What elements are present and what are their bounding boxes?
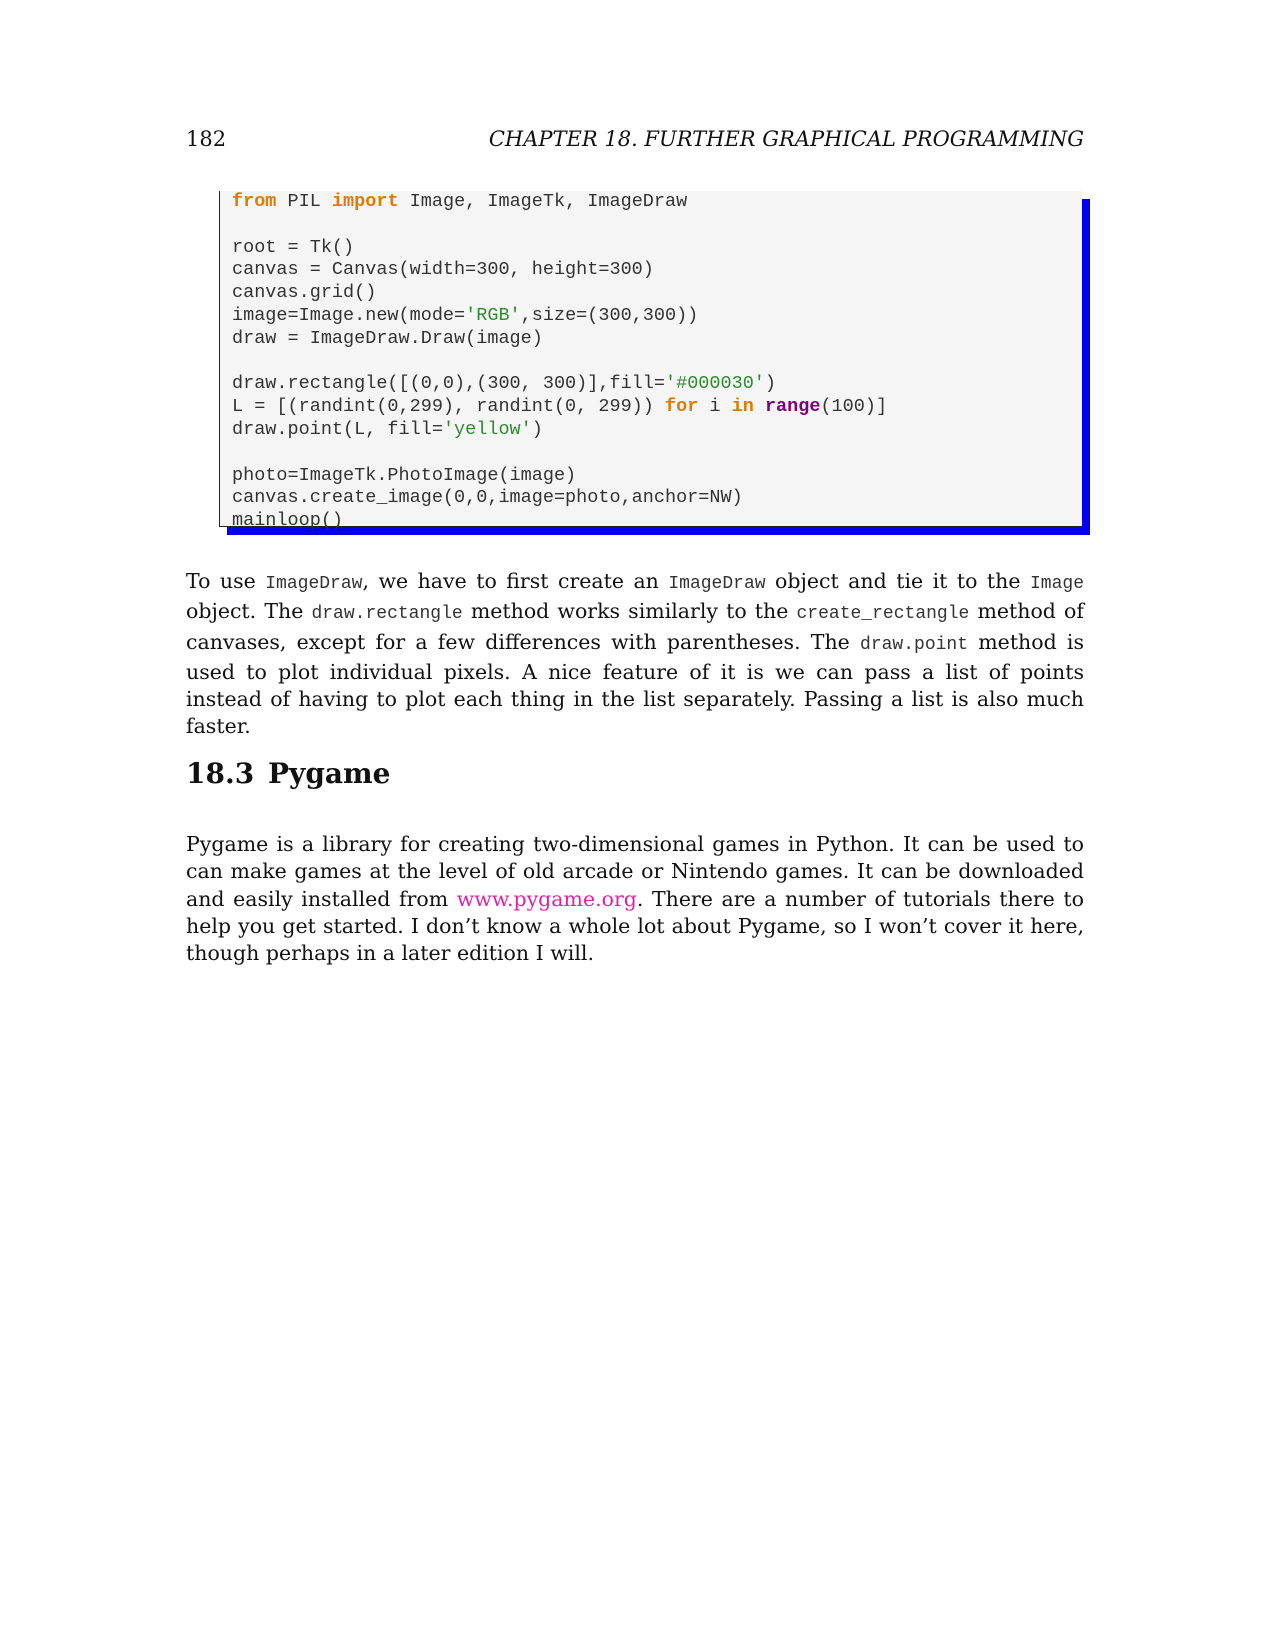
- inline-code: draw.rectangle: [311, 604, 463, 625]
- section-number: 18.3: [186, 757, 255, 790]
- code-keyword: in: [731, 396, 754, 418]
- code-fragment: ): [531, 418, 543, 440]
- code-line: canvas = Canvas(width=300, height=300): [232, 259, 654, 281]
- text: Pygame is a library for creating two-dimensional games in Python. It can be used to can make games at the level of old arcade or Nintendo games. It can be downloaded and easily installed from: [186, 832, 1084, 911]
- text: method is used to plot individual pixels. A nice feature of it is we can pass a list of points instead of having to plot each thing in the list separately. Passing a list is also much faster.: [186, 629, 1084, 739]
- code-listing: [219, 191, 1090, 535]
- text: method works similarly to the: [462, 599, 797, 624]
- running-head: CHAPTER 18. FURTHER GRAPHICAL PROGRAMMING: [488, 127, 1084, 151]
- code-line: mainloop(): [232, 510, 344, 532]
- text: To use: [186, 569, 266, 593]
- pygame-link[interactable]: www.pygame.org: [456, 886, 637, 911]
- code-fragment: ,size=(300,300)): [520, 304, 699, 326]
- code-keyword: import: [331, 191, 399, 212]
- section-title-text: Pygame: [268, 757, 391, 790]
- code-builtin: range: [764, 396, 821, 418]
- code-keyword: for: [664, 396, 699, 418]
- text: object and tie it to the: [765, 569, 1030, 593]
- code-fragment: PIL: [276, 191, 332, 212]
- text: . There are a number of tutorials there to help you get started. I don’t know a whole lot about Pygame, so I won’t cover it here, though perhaps in a later edition I will.: [186, 886, 1084, 966]
- code-fragment: image=Image.new(mode=: [232, 304, 466, 326]
- code-fragment: [754, 396, 765, 417]
- code-box: [219, 191, 1082, 532]
- code-fragment: (100)]: [820, 396, 888, 418]
- code-string: 'RGB': [465, 304, 521, 326]
- code-keyword: from: [232, 191, 277, 212]
- code-fragment: Image, ImageTk, ImageDraw: [398, 191, 688, 212]
- code-line: photo=ImageTk.PhotoImage(image): [232, 464, 577, 486]
- code-text: [232, 191, 1082, 533]
- paragraph-imagedraw: [186, 568, 1084, 741]
- code-fragment: draw.rectangle([(0,0),(300, 300)],fill=: [232, 373, 665, 395]
- code-fragment: L = [(randint(0,299), randint(0, 299)): [232, 396, 665, 418]
- text: , we have to first create an: [362, 569, 669, 593]
- text: object. The: [186, 599, 312, 624]
- code-string: 'yellow': [442, 418, 532, 440]
- inline-code: Image: [1029, 574, 1084, 594]
- code-fragment: i: [698, 396, 732, 418]
- code-line: canvas.create_image(0,0,image=photo,anchor=NW): [232, 487, 743, 509]
- page-header: [186, 127, 1084, 157]
- inline-code: ImageDraw: [265, 574, 363, 594]
- inline-code: ImageDraw: [668, 574, 766, 594]
- page-number: 182: [186, 127, 227, 151]
- text: method of canvases, except for a few differences with parentheses. The: [186, 599, 1084, 654]
- paragraph-pygame: [186, 831, 1084, 967]
- code-line: draw = ImageDraw.Draw(image): [232, 327, 543, 349]
- inline-code: create_rectangle: [796, 604, 970, 625]
- code-string: '#000030': [664, 373, 765, 395]
- code-line: canvas.grid(): [232, 282, 377, 304]
- section-heading: [186, 757, 391, 790]
- code-line: root = Tk(): [232, 236, 355, 258]
- code-fragment: ): [764, 373, 777, 395]
- inline-code: draw.point: [860, 634, 969, 655]
- code-fragment: draw.point(L, fill=: [232, 418, 443, 440]
